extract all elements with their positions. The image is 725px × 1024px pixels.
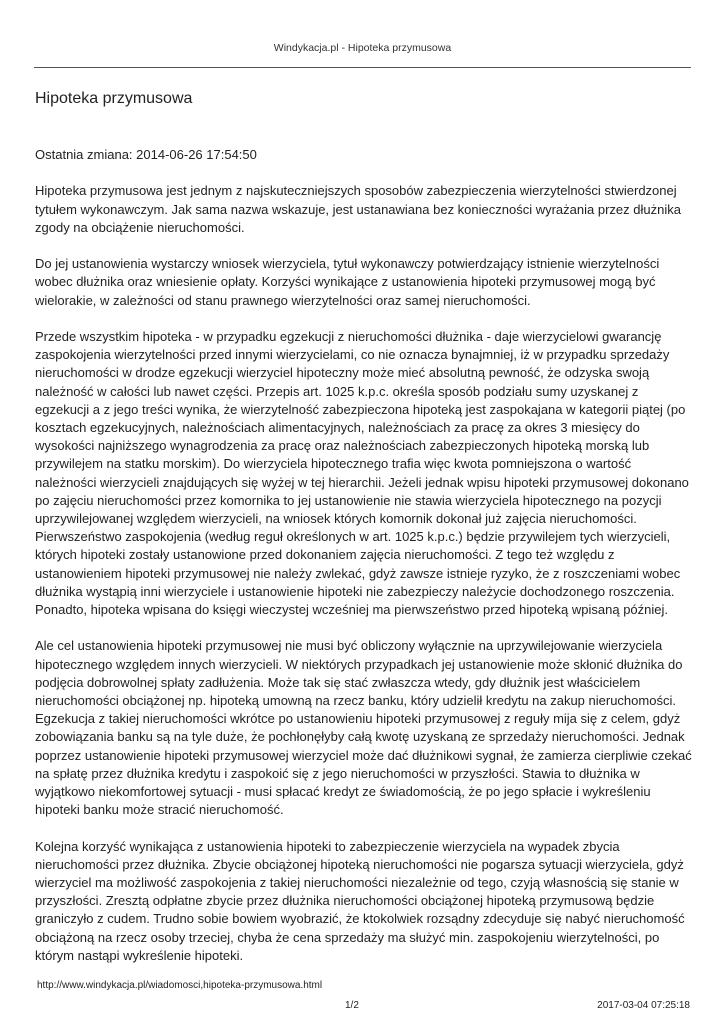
page-number: 1/2 bbox=[345, 1000, 359, 1011]
header-title: Windykacja.pl - Hipoteka przymusowa bbox=[273, 42, 452, 54]
article-body bbox=[35, 146, 693, 983]
article-paragraph: Kolejna korzyść wynikająca z ustanowienia hipoteki to zabezpieczenie wierzyciela na wypadek zbycia nieruchomości przez dłużnika. Zbycie obciążonej hipoteką nieruchomości nie pogarsza sytuacji wierzyciela, gdyż wierzyciel ma możliwość zaspokojenia z takiej nieruchomości niezależnie od tego, czyją własnością się stanie w przyszłości. Zresztą odpłatne zbycie przez dłużnika nieruchomości obciążonej hipoteką przymusową będzie graniczyło z cudem. Trudno sobie bowiem wyobrazić, że ktokolwiek rozsądny zdecyduje się nabyć nieruchomość obciążoną na rzecz osoby trzeciej, chyba że cena sprzedaży ma służyć min. zaspokojeniu wierzytelności, po którym nastąpi wykreślenie hipoteki. bbox=[35, 838, 685, 963]
article-paragraph: Przede wszystkim hipoteka - w przypadku egzekucji z nieruchomości dłużnika - daje wierzycielowi gwarancję zaspokojenia wierzytelności przed innymi wierzycielami, co nie oznacza bynajmniej, iż w przypadku sprzedaży nieruchomości w drodze egzekucji wierzyciel hipoteczny może mieć absolutną pewność, że odzyska swoją należność w całości lub nawet części. Przepis art. 1025 k.p.c. określa sposób podziału sumy uzyskanej z egzekucji a z jego treści wynika, że wierzytelność zabezpieczona hipoteką jest zaspokajana w kategorii piątej (po kosztach egzekucyjnych, należnościach alimentacyjnych, należnościach za pracę za okres 3 miesięcy do wysokości najniższego wynagrodzenia za pracę oraz należnościach zabezpieczonych hipoteką morską lub przywilejem na statku morskim). Do wierzyciela hipotecznego trafia więc kwota pomniejszona o wartość należności wierzycieli znajdujących się wyżej w tej hierarchii. Jeżeli jednak wpisu hipoteki przymusowej dokonano po zajęciu nieruchomości przez komornika to jej ustanowienie nie stawia wierzyciela hipotecznego na pozycji uprzywilejowanej względem wierzycieli, na wniosek których komornik dokonał już zajęcia nieruchomości. Pierwszeństwo zaspokojenia (według reguł określonych w art. 1025 k.p.c.) będzie przywilejem tych wierzycieli, których hipoteki zostały ustanowione przed dokonaniem zajęcia nieruchomości. Z tego też względu z ustanowieniem hipoteki przymusowej nie należy zwlekać, gdyż zawsze istnieje ryzyko, że z roszczeniami wobec dłużnika wystąpią inni wierzyciele i ustanowienie hipoteki nie zabezpieczy należycie dochodzonego roszczenia. Ponadto, hipoteka wpisana do księgi wieczystej wcześniej ma pierwszeństwo przed hipoteką wpisaną później. bbox=[35, 328, 689, 618]
last-modified: Ostatnia zmiana: 2014-06-26 17:54:50 bbox=[35, 147, 257, 162]
article-paragraph: Hipoteka przymusowa jest jednym z najskuteczniejszych sposobów zabezpieczenia wierzytelności stwierdzonej tytułem wykonawczym. Jak sama nazwa wskazuje, jest ustanawiana bez konieczności wyrażania przez dłużnika zgody na obciążenie nieruchomości. bbox=[35, 183, 681, 235]
article-paragraph: Do jej ustanowienia wystarczy wniosek wierzyciela, tytuł wykonawczy potwierdzający istnienie wierzytelności wobec dłużnika oraz wniesienie opłaty. Korzyści wynikające z ustanowienia hipoteki przymusowej mogą być wielorakie, w zależności od stanu prawnego wierzytelności oraz samej nieruchomości. bbox=[35, 256, 660, 308]
footer-url: http://www.windykacja.pl/wiadomosci,hipoteka-przymusowa.html bbox=[37, 980, 323, 991]
print-timestamp: 2017-03-04 07:25:18 bbox=[597, 1000, 690, 1011]
article-title: Hipoteka przymusowa bbox=[35, 90, 193, 107]
header-divider bbox=[34, 67, 691, 68]
article-paragraph: Ale cel ustanowienia hipoteki przymusowej nie musi być obliczony wyłącznie na uprzywilejowanie wierzyciela hipotecznego względem innych wierzycieli. W niektórych przypadkach jej ustanowienie może skłonić dłużnika do podjęcia dobrowolnej spłaty zadłużenia. Może tak się stać zwłaszcza wtedy, gdy dłużnik jest właścicielem nieruchomości obciążonej np. hipoteką umowną na rzecz banku, który udzielił kredytu na zakup nieruchomości. Egzekucja z takiej nieruchomości wkrótce po ustanowieniu hipoteki przymusowej z reguły mija się z celem, gdyż zobowiązania banku są na tyle duże, że pochłonęłyby całą kwotę uzyskaną ze sprzedaży nieruchomości. Jednak poprzez ustanowienie hipoteki przymusowej wierzyciel może dać dłużnikowi sygnał, że zamierza cierpliwie czekać na spłatę przez dłużnika kredytu i zaspokoić się z jego nieruchomości w przyszłości. Stawia to dłużnika w wyjątkowo niekomfortowej sytuacji - musi spłacać kredyt ze świadomością, że po jego spłacie i wykreśleniu hipoteki banku może stracić nieruchomość. bbox=[35, 638, 692, 818]
